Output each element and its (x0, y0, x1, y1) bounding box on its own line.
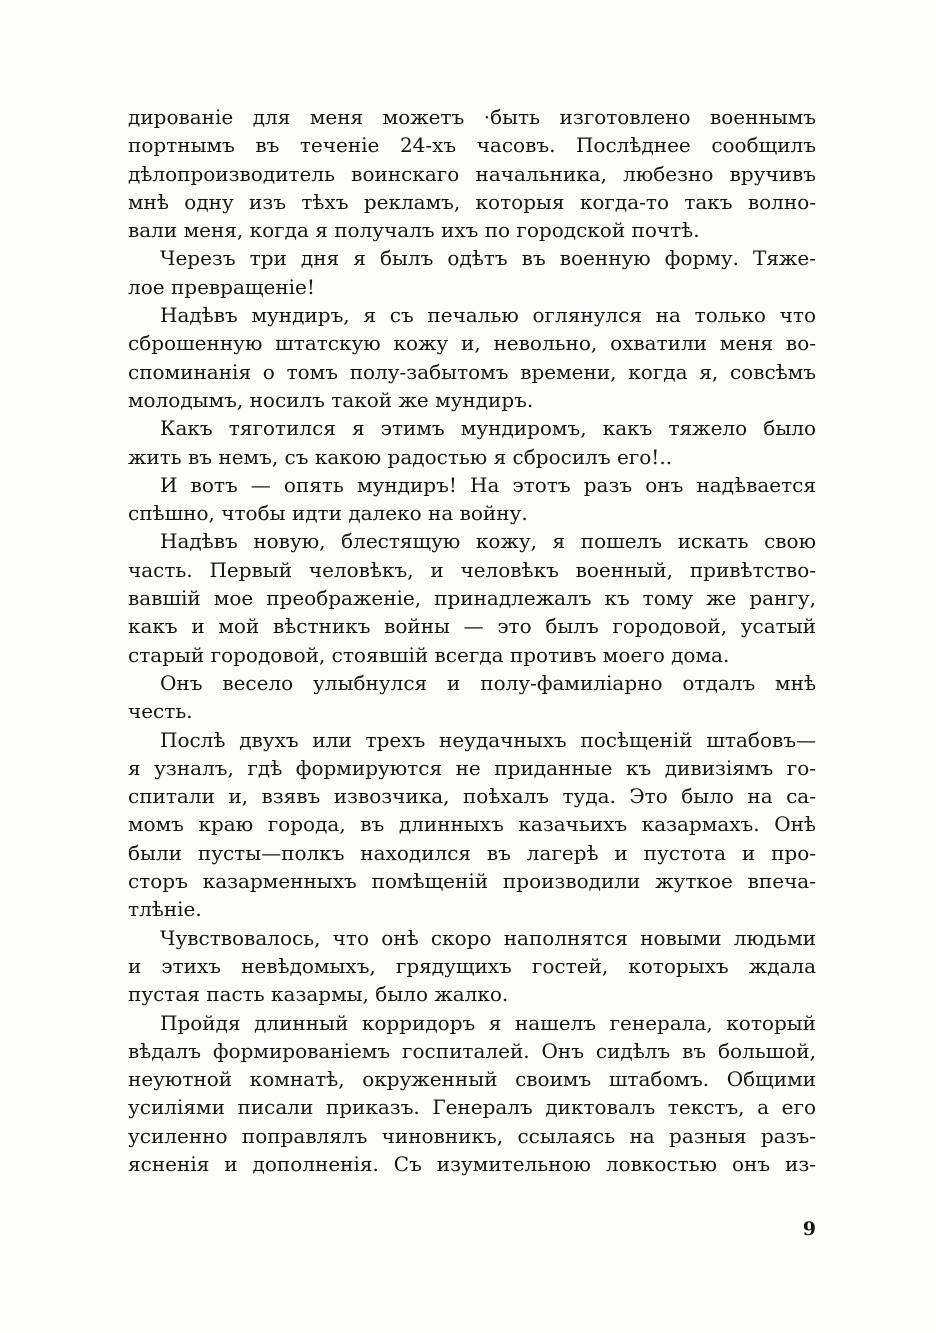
text-line: сброшенную штатскую кожу и, невольно, охватили меня во- (128, 331, 816, 356)
text-line: Онъ весело улыбнулся и полу-фамиліарно отдалъ мнѣ (160, 670, 816, 695)
text-line: неуютной комнатѣ, окруженный своимъ штабомъ. Общими (128, 1067, 816, 1092)
text-line: молодымъ, носилъ такой же мундиръ. (128, 387, 534, 412)
text-line: часть. Первый человѣкъ, и человѣкъ военный, привѣтство- (128, 557, 816, 582)
text-line: Какъ тяготился я этимъ мундиромъ, какъ тяжело было (160, 416, 816, 441)
text-line: и этихъ невѣдомыхъ, грядущихъ гостей, которыхъ ждала (128, 953, 816, 978)
text-line: Пройдя длинный корридоръ я нашелъ генерала, который (160, 1010, 816, 1035)
text-line: вали меня, когда я получалъ ихъ по городской почтѣ. (128, 218, 700, 243)
text-line: Послѣ двухъ или трехъ неудачныхъ посѣщеній штабовъ— (160, 727, 816, 752)
text-line: момъ краю города, въ длинныхъ казачьихъ казармахъ. Онѣ (128, 812, 816, 837)
text-line: И вотъ — опять мундиръ! На этотъ разъ онъ надѣвается (160, 472, 816, 497)
text-line: усиленно поправлялъ чиновникъ, ссылаясь на разныя разъ- (128, 1123, 816, 1148)
text-line: какъ и мой вѣстникъ войны — это былъ городовой, усатый (128, 614, 816, 639)
text-line: мнѣ одну изъ тѣхъ рекламъ, которыя когда-то такъ волно- (128, 189, 816, 214)
text-line: старый городовой, стоявшій всегда противъ моего дома. (128, 642, 730, 667)
text-line: Надѣвъ новую, блестящую кожу, я пошелъ искать свою (160, 529, 816, 554)
text-line: тлѣніе. (128, 897, 202, 922)
text-line: спѣшно, чтобы идти далеко на войну. (128, 501, 528, 526)
text-line: вавшій мое преображеніе, принадлежалъ къ тому же рангу, (128, 586, 816, 611)
text-line: честь. (128, 699, 193, 724)
text-line: споминанія о томъ полу-забытомъ времени, когда я, совсѣмъ (128, 359, 816, 384)
body-text (128, 103, 816, 1178)
text-line: портнымъ въ теченіе 24-хъ часовъ. Послѣднее сообщилъ (128, 133, 816, 158)
text-line: усиліями писали приказъ. Генералъ диктовалъ текстъ, а его (128, 1095, 816, 1120)
text-line: ясненія и дополненія. Съ изумительною ловкостью онъ из- (128, 1151, 816, 1176)
text-line: лое превращеніе! (128, 274, 315, 299)
text-line: жить въ немъ, съ какою радостью я сбросилъ его!.. (128, 444, 673, 469)
text-line: пустая пасть казармы, было жалко. (128, 982, 509, 1007)
text-line: вѣдалъ формированіемъ госпиталей. Онъ сидѣлъ въ большой, (128, 1038, 816, 1063)
text-line: дѣлопроизводитель воинскаго начальника, любезно вручивъ (128, 161, 816, 186)
text-line: Черезъ три дня я былъ одѣтъ въ военную форму. Тяже- (160, 246, 816, 271)
text-line: Чувствовалось, что онѣ скоро наполнятся новыми людьми (160, 925, 816, 950)
text-line: Надѣвъ мундиръ, я съ печалью оглянулся на только что (160, 303, 816, 328)
text-line: спитали и, взявъ извозчика, поѣхалъ туда. Это было на са- (128, 784, 816, 809)
text-line: были пусты—полкъ находился въ лагерѣ и пустота и про- (128, 840, 816, 865)
page-number: 9 (802, 1218, 816, 1240)
text-line: я узналъ, гдѣ формируются не приданные къ дивизіямъ го- (128, 755, 816, 780)
text-line: дированіе для меня можетъ ·быть изготовлено военнымъ (128, 105, 816, 129)
text-line: сторъ казарменныхъ помѣщеній производили жуткое впеча- (128, 869, 816, 894)
